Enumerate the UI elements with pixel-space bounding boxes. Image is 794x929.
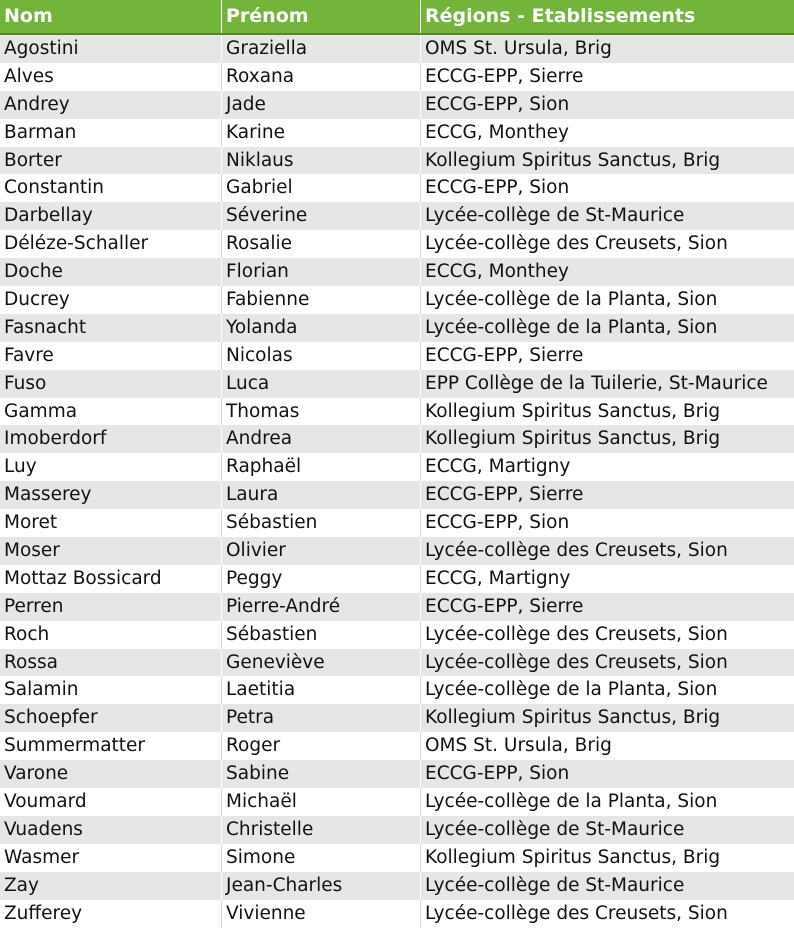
table-row bbox=[0, 425, 794, 453]
table-row bbox=[0, 509, 794, 537]
table-row bbox=[0, 900, 794, 928]
table-row bbox=[0, 91, 794, 119]
cell-nom: Doche bbox=[0, 258, 222, 286]
cell-etablissement: ECCG-EPP, Sion bbox=[425, 93, 570, 115]
cell-nom: Moser bbox=[0, 537, 222, 565]
cell-nom: Rossa bbox=[0, 649, 222, 677]
cell-nom: Ducrey bbox=[0, 286, 222, 314]
cell-nom: Favre bbox=[0, 342, 222, 370]
cell-etablissement: Lycée-collège de St-Maurice bbox=[425, 818, 685, 840]
cell-etablissement: Lycée-collège des Creusets, Sion bbox=[425, 651, 728, 673]
cell-prenom: Rosalie bbox=[222, 230, 421, 258]
table-row bbox=[0, 119, 794, 147]
cell-etablissement: Kollegium Spiritus Sanctus, Brig bbox=[425, 428, 721, 450]
cell-nom: Borter bbox=[0, 147, 222, 175]
table-header bbox=[0, 0, 794, 35]
cell-prenom: Gabriel bbox=[222, 174, 421, 202]
table-row bbox=[0, 760, 794, 788]
cell-nom: Wasmer bbox=[0, 844, 222, 872]
cell-nom: Salamin bbox=[0, 676, 222, 704]
cell-etablissement: Lycée-collège de la Planta, Sion bbox=[425, 289, 718, 311]
cell-etablissement: EPP Collège de la Tuilerie, St-Maurice bbox=[425, 372, 768, 394]
cell-etablissement: OMS St. Ursula, Brig bbox=[425, 735, 612, 757]
cell-prenom: Michaël bbox=[222, 788, 421, 816]
table-body bbox=[0, 35, 794, 928]
cell-etablissement: Kollegium Spiritus Sanctus, Brig bbox=[425, 400, 721, 422]
cell-prenom: Sébastien bbox=[222, 509, 421, 537]
cell-etablissement: Lycée-collège de la Planta, Sion bbox=[425, 791, 718, 813]
cell-prenom: Laetitia bbox=[222, 676, 421, 704]
cell-nom: Zufferey bbox=[0, 900, 222, 928]
cell-etablissement: ECCG, Monthey bbox=[425, 121, 569, 143]
cell-prenom: Séverine bbox=[222, 202, 421, 230]
cell-prenom: Niklaus bbox=[222, 147, 421, 175]
cell-etablissement: Kollegium Spiritus Sanctus, Brig bbox=[425, 149, 721, 171]
header-nom: Nom bbox=[0, 0, 222, 33]
cell-etablissement: ECCG-EPP, Sierre bbox=[425, 65, 584, 87]
cell-etablissement: ECCG, Martigny bbox=[425, 567, 571, 589]
cell-nom: Varone bbox=[0, 760, 222, 788]
cell-nom: Agostini bbox=[0, 35, 222, 63]
header-etablissement: Régions - Etablissements bbox=[425, 5, 696, 27]
cell-prenom: Yolanda bbox=[222, 314, 421, 342]
table-row bbox=[0, 704, 794, 732]
cell-nom: Schoepfer bbox=[0, 704, 222, 732]
cell-nom: Barman bbox=[0, 119, 222, 147]
cell-prenom: Laura bbox=[222, 481, 421, 509]
table-row bbox=[0, 370, 794, 398]
cell-etablissement: ECCG-EPP, Sion bbox=[425, 177, 570, 199]
table-row bbox=[0, 258, 794, 286]
cell-etablissement: ECCG-EPP, Sierre bbox=[425, 484, 584, 506]
cell-etablissement: Kollegium Spiritus Sanctus, Brig bbox=[425, 707, 721, 729]
table-row bbox=[0, 788, 794, 816]
cell-etablissement: Lycée-collège des Creusets, Sion bbox=[425, 623, 728, 645]
cell-etablissement: Lycée-collège des Creusets, Sion bbox=[425, 902, 728, 924]
cell-etablissement: Lycée-collège de St-Maurice bbox=[425, 205, 685, 227]
cell-prenom: Luca bbox=[222, 370, 421, 398]
table-row bbox=[0, 649, 794, 677]
cell-prenom: Petra bbox=[222, 704, 421, 732]
cell-etablissement: ECCG-EPP, Sion bbox=[425, 512, 570, 534]
table-row bbox=[0, 621, 794, 649]
table-row bbox=[0, 35, 794, 63]
cell-prenom: Vivienne bbox=[222, 900, 421, 928]
cell-prenom: Sabine bbox=[222, 760, 421, 788]
cell-prenom: Olivier bbox=[222, 537, 421, 565]
cell-nom: Déléze-Schaller bbox=[0, 230, 222, 258]
table-row bbox=[0, 174, 794, 202]
cell-etablissement: Lycée-collège de St-Maurice bbox=[425, 874, 685, 896]
cell-prenom: Raphaël bbox=[222, 453, 421, 481]
cell-nom: Roch bbox=[0, 621, 222, 649]
cell-prenom: Andrea bbox=[222, 425, 421, 453]
table-row bbox=[0, 342, 794, 370]
cell-nom: Zay bbox=[0, 872, 222, 900]
cell-prenom: Peggy bbox=[222, 565, 421, 593]
cell-prenom: Graziella bbox=[222, 35, 421, 63]
cell-etablissement: ECCG, Martigny bbox=[425, 456, 571, 478]
cell-etablissement: Lycée-collège de la Planta, Sion bbox=[425, 316, 718, 338]
table-row bbox=[0, 481, 794, 509]
cell-prenom: Florian bbox=[222, 258, 421, 286]
cell-prenom: Roger bbox=[222, 732, 421, 760]
cell-etablissement: ECCG-EPP, Sion bbox=[425, 763, 570, 785]
cell-nom: Constantin bbox=[0, 174, 222, 202]
cell-prenom: Roxana bbox=[222, 63, 421, 91]
cell-prenom: Fabienne bbox=[222, 286, 421, 314]
table-row bbox=[0, 816, 794, 844]
cell-nom: Luy bbox=[0, 453, 222, 481]
cell-prenom: Christelle bbox=[222, 816, 421, 844]
cell-nom: Alves bbox=[0, 63, 222, 91]
cell-nom: Moret bbox=[0, 509, 222, 537]
cell-nom: Darbellay bbox=[0, 202, 222, 230]
cell-nom: Fasnacht bbox=[0, 314, 222, 342]
cell-nom: Andrey bbox=[0, 91, 222, 119]
cell-prenom: Simone bbox=[222, 844, 421, 872]
cell-nom: Perren bbox=[0, 593, 222, 621]
cell-prenom: Jade bbox=[222, 91, 421, 119]
cell-nom: Vuadens bbox=[0, 816, 222, 844]
cell-nom: Masserey bbox=[0, 481, 222, 509]
table-row bbox=[0, 732, 794, 760]
table-row bbox=[0, 314, 794, 342]
table-row bbox=[0, 676, 794, 704]
cell-etablissement: ECCG, Monthey bbox=[425, 261, 569, 283]
cell-etablissement: ECCG-EPP, Sierre bbox=[425, 595, 584, 617]
cell-prenom: Nicolas bbox=[222, 342, 421, 370]
cell-nom: Gamma bbox=[0, 398, 222, 426]
cell-etablissement: Lycée-collège de la Planta, Sion bbox=[425, 679, 718, 701]
cell-etablissement: Lycée-collège des Creusets, Sion bbox=[425, 233, 728, 255]
cell-nom: Voumard bbox=[0, 788, 222, 816]
cell-nom: Mottaz Bossicard bbox=[0, 565, 222, 593]
table-row bbox=[0, 398, 794, 426]
table-row bbox=[0, 844, 794, 872]
table-row bbox=[0, 286, 794, 314]
table-row bbox=[0, 537, 794, 565]
cell-etablissement: Kollegium Spiritus Sanctus, Brig bbox=[425, 846, 721, 868]
table-row bbox=[0, 230, 794, 258]
table-row bbox=[0, 453, 794, 481]
table-row bbox=[0, 565, 794, 593]
cell-prenom: Karine bbox=[222, 119, 421, 147]
cell-prenom: Geneviève bbox=[222, 649, 421, 677]
table-row bbox=[0, 593, 794, 621]
cell-prenom: Pierre-André bbox=[222, 593, 421, 621]
header-prenom: Prénom bbox=[222, 0, 421, 33]
cell-prenom: Sébastien bbox=[222, 621, 421, 649]
table-row bbox=[0, 63, 794, 91]
cell-nom: Imoberdorf bbox=[0, 425, 222, 453]
cell-nom: Fuso bbox=[0, 370, 222, 398]
cell-etablissement: ECCG-EPP, Sierre bbox=[425, 344, 584, 366]
table-row bbox=[0, 202, 794, 230]
cell-etablissement: OMS St. Ursula, Brig bbox=[425, 38, 612, 59]
cell-etablissement: Lycée-collège des Creusets, Sion bbox=[425, 540, 728, 562]
table-row bbox=[0, 147, 794, 175]
cell-prenom: Thomas bbox=[222, 398, 421, 426]
cell-nom: Summermatter bbox=[0, 732, 222, 760]
cell-prenom: Jean-Charles bbox=[222, 872, 421, 900]
table-row bbox=[0, 872, 794, 900]
